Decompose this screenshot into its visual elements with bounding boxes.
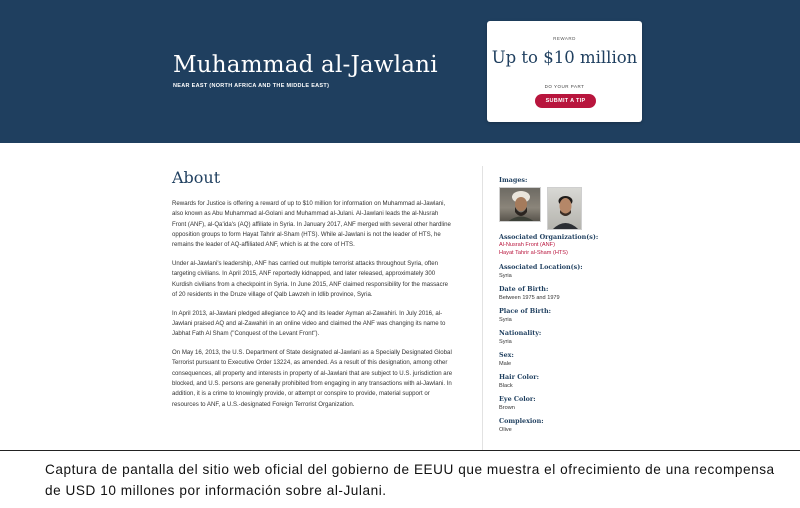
about-heading: About	[172, 168, 221, 187]
details-sidebar	[499, 176, 649, 434]
about-body	[172, 199, 454, 418]
location-value: Syria	[499, 273, 512, 279]
about-paragraph: Under al-Jawlani's leadership, ANF has carried out multiple terrorist attacks throughout Syria, often targeting civilians. In April 2015, ANF reportedly kidnapped, and later released, approximately 300 Kurdish civilians from a checkpoint in Syria. In June 2015, ANF claimed responsibility for the massacre of 20 residents in the Druze village of Qalb Lawzeh in Idlib province, Syria.	[172, 259, 449, 298]
suspect-photo-turban[interactable]	[499, 187, 541, 222]
dob-value: Between 1975 and 1979	[499, 295, 560, 301]
portrait-image-icon	[548, 188, 582, 230]
location-label: Associated Location(s):	[499, 263, 583, 271]
photo-gallery	[499, 187, 649, 230]
page-title: Muhammad al-Jawlani	[173, 52, 438, 78]
hero-banner	[0, 0, 800, 143]
submit-tip-button[interactable]: SUBMIT A TIP	[535, 94, 596, 108]
reward-label: REWARD	[553, 36, 576, 41]
complexion-label: Complexion:	[499, 417, 544, 425]
sex-value: Male	[499, 361, 512, 367]
images-label: Images:	[499, 176, 528, 184]
eye-color-value: Brown	[499, 405, 515, 411]
nationality-value: Syria	[499, 339, 512, 345]
pob-label: Place of Birth:	[499, 307, 551, 315]
about-paragraph: In April 2013, al-Jawlani pledged allegiance to AQ and its leader Ayman al-Zawahiri. In July 2016, al-Jawlani praised AQ and al-Zawahiri in an online video and claimed the ANF was changing its name to Jabhat Fath Al Sham ("Conquest of the Levant Front").	[172, 309, 446, 338]
suspect-photo-portrait[interactable]	[547, 187, 582, 230]
org-link-hts[interactable]: Hayat Tahrir al-Sham (HTS)	[499, 249, 568, 256]
portrait-image-icon	[500, 188, 541, 222]
org-link-anf[interactable]: Al-Nusrah Front (ANF)	[499, 242, 555, 248]
about-paragraph: Rewards for Justice is offering a reward of up to $10 million for information on Muhammad al-Jawlani, also known as Abu Muhammad al-Golani and Muhammad al-Julani. Al-Jawlani leads the al-Nusrah Front (ANF), al-Qa'ida's (AQ) affiliate in Syria. In January 2017, ANF merged with several other hardline opposition groups to form Hayat Tahrir al-Sham (HTS). While al-Jawlani is not the leader of HTS, he remains the leader of AQ-affiliated ANF, which is at the core of HTS.	[172, 200, 451, 249]
reward-amount: Up to $10 million	[491, 48, 638, 67]
dob-label: Date of Birth:	[499, 285, 549, 293]
eye-color-label: Eye Color:	[499, 395, 536, 403]
nationality-label: Nationality:	[499, 329, 542, 337]
column-divider	[482, 166, 483, 450]
about-paragraph: On May 16, 2013, the U.S. Department of State designated al-Jawlani as a Specially Designated Global Terrorist pursuant to Executive Order 13224, as amended. As a result of this designation, among other consequences, all property and interests in property of al-Jawlani that are subject to U.S. jurisdiction are blocked, and U.S. persons are generally prohibited from engaging in any transactions with al-Jawlani. In addition, it is a crime to knowingly provide, or attempt or conspire to provide, material support or resources to ANF, a U.S.-designated Foreign Terrorist Organization.	[172, 349, 453, 408]
do-your-part-label: DO YOUR PART	[544, 84, 585, 89]
region-label: NEAR EAST (NORTH AFRICA AND THE MIDDLE EAST)	[173, 83, 330, 89]
organization-label: Associated Organization(s):	[499, 233, 599, 241]
hair-color-value: Black	[499, 383, 513, 389]
pob-value: Syria	[499, 317, 512, 323]
complexion-value: Olive	[499, 427, 512, 433]
reward-card	[487, 21, 642, 122]
image-caption: Captura de pantalla del sitio web oficial del gobierno de EEUU que muestra el ofrecimiento de una recompensa de USD 10 millones por información sobre al-Julani.	[45, 462, 775, 498]
sex-label: Sex:	[499, 351, 514, 359]
hair-color-label: Hair Color:	[499, 373, 539, 381]
